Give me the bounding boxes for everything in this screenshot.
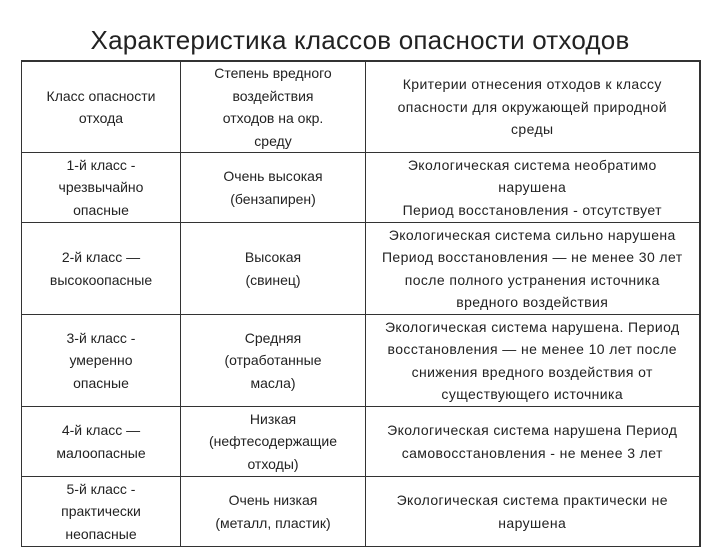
cell-degree: Средняя (отработанные масла) (181, 315, 366, 407)
cell-criteria: Экологическая система сильно нарушена Период восстановления — не менее 30 лет после полного устранения источника вредного воздействия (366, 223, 700, 315)
header-cell-degree: Степень вредного воздействия отходов на окр. среду (181, 61, 366, 153)
cell-degree: Очень высокая (бензапирен) (181, 153, 366, 223)
cell-criteria: Экологическая система практически не нарушена (366, 477, 700, 547)
cell-class: 3-й класс - умеренно опасные (22, 315, 181, 407)
table-row (22, 477, 700, 547)
table-row (22, 153, 700, 223)
cell-criteria: Экологическая система нарушена Период самовосстановления - не менее 3 лет (366, 407, 700, 477)
cell-class: 4-й класс — малоопасные (22, 407, 181, 477)
table-header-row (22, 61, 700, 153)
header-cell-criteria: Критерии отнесения отходов к классу опасности для окружающей природной среды (366, 61, 700, 153)
cell-degree: Низкая (нефтесодержащие отходы) (181, 407, 366, 477)
cell-class: 2-й класс — высокоопасные (22, 223, 181, 315)
cell-criteria: Экологическая система нарушена. Период восстановления — не менее 10 лет после снижения вредного воздействия от существующего источника (366, 315, 700, 407)
header-cell-class: Класс опасности отхода (22, 61, 181, 153)
cell-class: 1-й класс - чрезвычайно опасные (22, 153, 181, 223)
table-row (22, 407, 700, 477)
table-row (22, 315, 700, 407)
cell-degree: Высокая (свинец) (181, 223, 366, 315)
cell-criteria: Экологическая система необратимо нарушена Период восстановления - отсутствует (366, 153, 700, 223)
page-title: Характеристика классов опасности отходов (90, 25, 630, 55)
table-row (22, 223, 700, 315)
cell-degree: Очень низкая (металл, пластик) (181, 477, 366, 547)
hazard-classes-table (21, 60, 701, 547)
cell-class: 5-й класс - практически неопасные (22, 477, 181, 547)
